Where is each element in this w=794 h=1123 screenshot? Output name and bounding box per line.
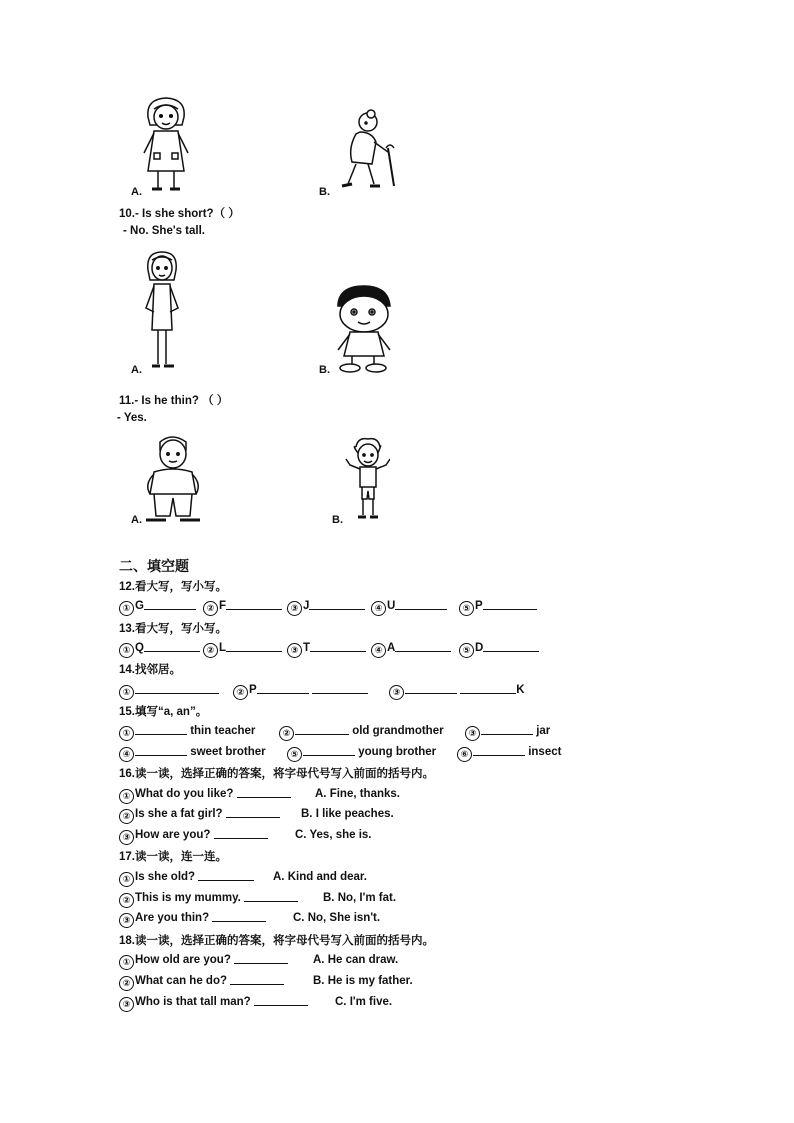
option-a-label: A. [131, 514, 142, 526]
q18-row1: ① How old are you? A. He can draw. [119, 952, 398, 970]
q17-row2: ② This is my mummy. B. No, I'm fat. [119, 890, 396, 908]
q13-title: 13.看大写，写小写。 [119, 623, 227, 635]
q17-row3: ③ Are you thin? C. No, She isn't. [119, 910, 380, 928]
girl-picture [138, 95, 194, 197]
option-b-label: B. [319, 186, 330, 198]
q14-title: 14.找邻居。 [119, 664, 181, 676]
q14-items: ① ② P ③ K [119, 682, 525, 700]
option-b-label: B. [319, 364, 330, 376]
short-boy-picture [330, 284, 396, 374]
q12-title: 12.看大写，写小写。 [119, 581, 227, 593]
section-title: 二、填空题 [119, 558, 189, 574]
answer-11: - Yes. [117, 412, 147, 424]
q18-title: 18.读一读，选择正确的答案，将字母代号写入前面的括号内。 [119, 935, 434, 947]
q13-items: ① Q ② L ③ T ④ A ⑤ D [119, 640, 539, 658]
q15-items-row2: ④ sweet brother ⑤ young brother ⑥ insect [119, 744, 561, 762]
q17-title: 17.读一读，连一连。 [119, 851, 227, 863]
question-11: 11.- Is he thin? （ ） [119, 395, 229, 407]
q16-row2: ② Is she a fat girl? B. I like peaches. [119, 806, 394, 824]
answer-10: - No. She's tall. [123, 225, 205, 237]
option-a-label: A. [131, 186, 142, 198]
grandmother-with-cane-picture [338, 108, 400, 190]
thin-boy-picture [344, 437, 390, 523]
q17-row1: ① Is she old? A. Kind and dear. [119, 869, 367, 887]
q15-title: 15.填写“a, an”。 [119, 706, 208, 718]
q18-row3: ③ Who is that tall man? C. I'm five. [119, 994, 392, 1012]
fat-boy-picture [142, 432, 204, 524]
q16-row3: ③ How are you? C. Yes, she is. [119, 827, 372, 845]
question-10: 10.- Is she short?（ ） [119, 208, 240, 220]
tall-girl-picture [140, 250, 184, 372]
option-b-label: B. [332, 514, 343, 526]
q12-items: ① G ② F ③ J ④ U ⑤ P [119, 598, 537, 616]
q16-title: 16.读一读，选择正确的答案，将字母代号写入前面的括号内。 [119, 768, 434, 780]
q15-items-row1: ① thin teacher ② old grandmother ③ jar [119, 723, 550, 741]
q16-row1: ① What do you like? A. Fine, thanks. [119, 786, 400, 804]
q18-row2: ② What can he do? B. He is my father. [119, 973, 413, 991]
option-a-label: A. [131, 364, 142, 376]
